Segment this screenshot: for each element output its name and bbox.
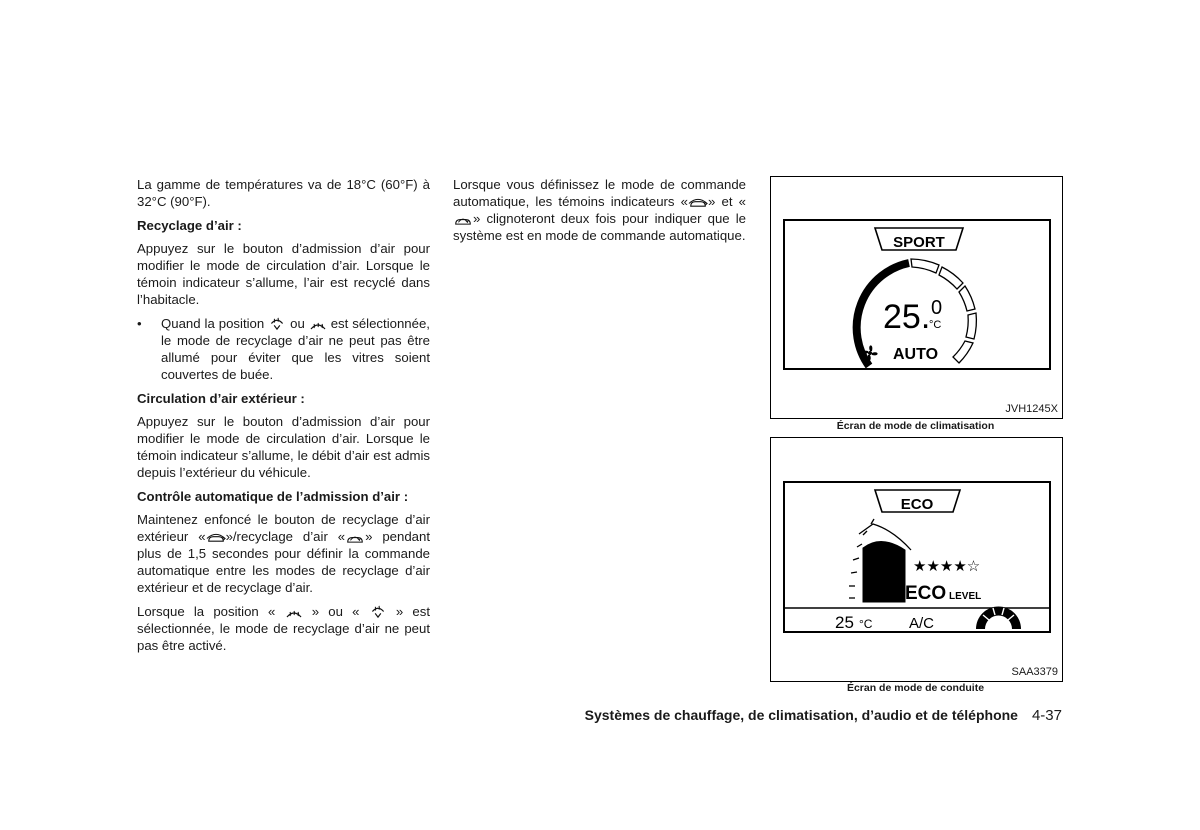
mode-label: SPORT [893,234,945,251]
column-middle [453,176,746,251]
bullet-text-mid: ou [290,316,305,331]
eco-label: ECO [905,583,947,604]
temperature-decimal: 0 [931,297,943,319]
temperature-value: 25. [883,298,931,336]
climate-mode-display [771,177,1062,418]
auto-intake-text-2: »/recyclage d’air « [225,529,346,544]
recycle-heading: Recyclage d’air : [137,218,242,233]
position-note-2: » ou « [311,604,360,619]
column-left [137,176,430,661]
figure-caption: Écran de mode de climatisation [836,420,995,432]
figure-caption: Écran de mode de conduite [846,682,985,694]
outside-air-heading: Circulation d’air extérieur : [137,391,305,406]
auto-mode-text-3: » clignoteront deux fois pour indiquer que le système est en mode de commande automatique. [453,211,746,243]
position-note-text [137,603,430,654]
temperature-range-text: La gamme de températures va de 18°C (60°F) à 32°C (90°F). [137,177,430,209]
ac-label: A/C [909,615,935,632]
defrost-floor-icon [369,604,387,619]
outside-air-text: Appuyez sur le bouton d’admission d’air pour modifier le mode de circulation d’air. Lorsque le témoin indicateur s’allume, le débit d’air est admis depuis l’extérieur du véhicule. [137,414,430,480]
eco-level-stars: ★★★★☆ [913,558,981,575]
eco-level-label: LEVEL [949,591,982,602]
auto-intake-text [137,511,430,596]
fan-level-indicator [976,607,1021,630]
defrost-icon [285,605,303,619]
figure-code: JVH1245X [1005,403,1058,415]
driving-mode-display [771,438,1062,681]
recirc-air-icon [345,533,365,544]
position-note-1: Lorsque la position « [137,604,276,619]
defrost-floor-icon [268,316,286,331]
outside-air-icon [206,533,226,544]
temperature-value: 25 [835,613,854,632]
auto-intake-text-3: » pendant plus de 1,5 secondes pour définir la commande automatique entre les modes de recyclage d’air extérieur et de recyclage d’air. [137,529,430,595]
page-number: 4-37 [1031,707,1062,724]
auto-mode-text [453,176,746,244]
auto-mode-text-2: » et « [708,194,746,209]
bullet-text-pre: Quand la position [161,316,265,331]
eco-gauge-fill [863,541,905,602]
recycle-text: Appuyez sur le bouton d’admission d’air pour modifier le mode de circulation d’air. Lorsque le témoin indicateur s’allume, l’air est recyclé dans l’habitacle. [137,241,430,307]
auto-intake-text-1: Maintenez enfoncé le bouton de recyclage d’air extérieur « [137,512,430,544]
section-title: Systèmes de chauffage, de climatisation, d’audio et de téléphone [584,707,1018,723]
fan-icon [993,617,1003,627]
temperature-unit: °C [929,319,942,331]
driving-mode-figure [770,437,1063,682]
auto-mode-text-1: Lorsque vous définissez le mode de commande automatique, les témoins indicateurs « [453,177,746,209]
auto-intake-heading: Contrôle automatique de l’admission d’air : [137,489,409,504]
bullet-text-post: est sélectionnée, le mode de recyclage d’air ne peut pas être allumé pour éviter que les vitres soient couvertes de buée. [161,316,430,382]
outside-air-icon [688,198,708,209]
defrost-icon [309,317,327,331]
mode-label: ECO [900,496,934,513]
figure-code: SAA3379 [1011,666,1058,678]
bullet-dot: • [137,316,142,331]
climate-mode-figure [770,176,1063,419]
page-footer [585,707,1062,724]
temperature-unit: °C [859,617,873,631]
recirc-air-icon [453,215,473,226]
auto-label: AUTO [893,346,939,363]
bullet-item [137,315,430,383]
position-note-3: » est sélectionnée, le mode de recyclage d’air ne peut pas être activé. [137,604,430,653]
